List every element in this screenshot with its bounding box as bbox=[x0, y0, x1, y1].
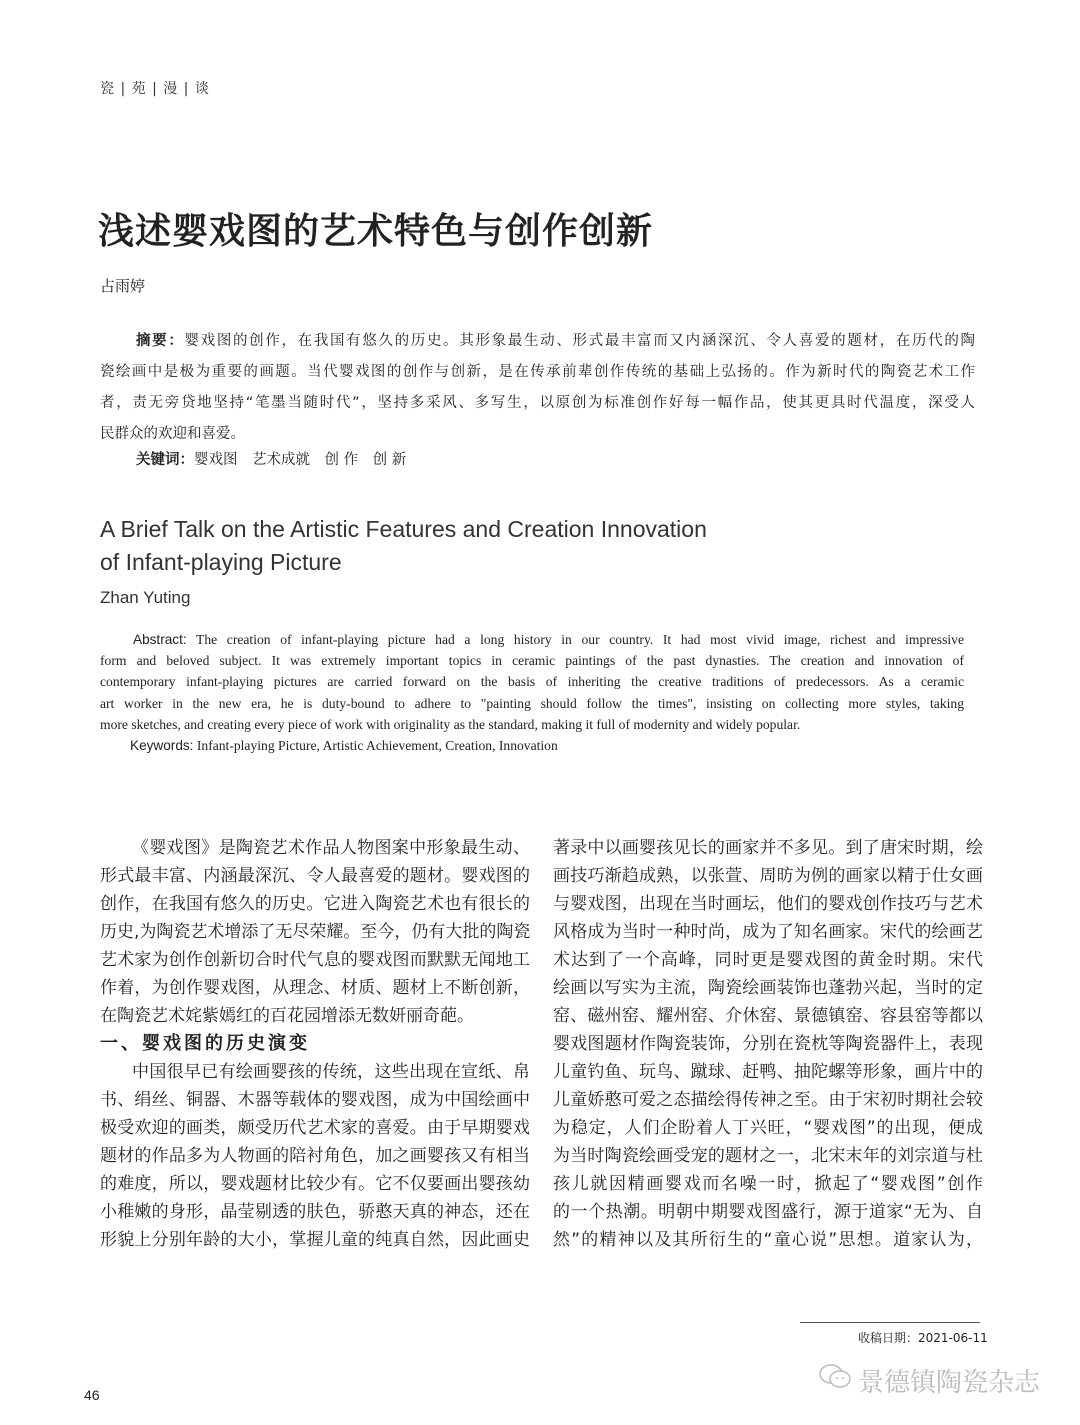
article-title-cn: 浅述婴戏图的艺术特色与创作创新 bbox=[98, 210, 654, 252]
body-line: 婴戏图题材作陶瓷装饰，分别在瓷枕等陶瓷器件上，表现 bbox=[553, 1034, 983, 1054]
abstract-en-line: art worker in the new era, he is duty-bound to adhere to "painting should follow the times", insisting on collecting more styles, taking bbox=[100, 695, 964, 711]
keywords-en-value: Infant-playing Picture, Artistic Achievement, Creation, Innovation bbox=[193, 737, 558, 753]
article-title-en bbox=[100, 513, 707, 579]
keywords-en-label: Keywords: bbox=[130, 737, 194, 753]
abstract-en-text: The creation of infant-playing picture had a long history in our country. It had most vivid image, richest and impressive bbox=[186, 632, 964, 647]
watermark-text: 景德镇陶瓷杂志 bbox=[858, 1368, 1041, 1398]
abstract-cn-label: 摘要： bbox=[136, 333, 185, 349]
body-line: 书、绢丝、铜器、木器等载体的婴戏图，成为中国绘画中 bbox=[100, 1090, 530, 1110]
keywords-cn bbox=[136, 448, 406, 469]
author-en: Zhan Yuting bbox=[100, 588, 191, 607]
body-line: 形貌上分别年龄的大小，掌握儿童的纯真自然，因此画史 bbox=[100, 1230, 530, 1250]
body-line: 的一个热潮。明朝中期婴戏图盛行，源于道家“无为、自 bbox=[553, 1202, 983, 1222]
body-line: 为当时陶瓷绘画受宠的题材之一，北宋末年的刘宗道与杜 bbox=[553, 1146, 983, 1166]
abstract-cn-line bbox=[100, 326, 975, 357]
keywords-cn-value: 婴戏图 艺术成就 创 作 创 新 bbox=[194, 452, 407, 468]
abstract-cn-line: 瓷绘画中是极为重要的画题。当代婴戏图的创作与创新，是在传承前辈创作传统的基础上弘扬的。作为新时代的陶瓷艺术工作 bbox=[100, 364, 975, 380]
body-line: 绘画以写实为主流，陶瓷绘画装饰也蓬勃兴起，当时的定 bbox=[553, 978, 983, 998]
body-line: 为稳定，人们企盼着人丁兴旺，“婴戏图”的出现，便成 bbox=[553, 1118, 983, 1138]
author-cn: 占雨婷 bbox=[100, 277, 146, 295]
watermark bbox=[818, 1362, 1040, 1399]
body-line: 形式最丰富、内涵最深沉、令人最喜爱的题材。婴戏图的 bbox=[100, 866, 530, 886]
body-line: 窑、磁州窑、耀州窑、介休窑、景德镇窑、容县窑等都以 bbox=[553, 1006, 983, 1026]
body-line: 创作，在我国有悠久的历史。它进入陶瓷艺术也有很长的 bbox=[100, 894, 530, 914]
body-line: 孩儿就因精画婴戏而名噪一时，掀起了“婴戏图”创作 bbox=[553, 1174, 983, 1194]
abstract-en-line: form and beloved subject. It was extremely important topics in ceramic paintings of the past dynasties. The creation and innovation of bbox=[100, 653, 964, 669]
body-line: 中国很早已有绘画婴孩的传统，这些出现在宣纸、帛 bbox=[132, 1062, 530, 1082]
keywords-cn-label: 关键词： bbox=[136, 452, 194, 468]
page-number: 46 bbox=[84, 1387, 100, 1403]
body-line: 小稚嫩的身形，晶莹剔透的肤色，骄憨天真的神态，还在 bbox=[100, 1202, 530, 1222]
abstract-cn-line: 者，责无旁贷地坚持“笔墨当随时代”，坚持多采风、多写生，以原创为标准创作好每一幅作品，使其更具时代温度，深受人 bbox=[100, 395, 975, 411]
body-line: 儿童钓鱼、玩鸟、蹴球、赶鸭、抽陀螺等形象，画片中的 bbox=[553, 1062, 983, 1082]
title-en-line: A Brief Talk on the Artistic Features and Creation Innovation bbox=[100, 516, 707, 542]
body-line: 儿童娇憨可爱之态描绘得传神之至。由于宋初时期社会较 bbox=[553, 1090, 983, 1110]
body-line: 作着，为创作婴戏图，从理念、材质、题材上不断创新， bbox=[100, 978, 530, 998]
body-line: 画技巧渐趋成熟，以张萱、周昉为例的画家以精于仕女画 bbox=[553, 866, 983, 886]
body-line: 艺术家为创作创新切合时代气息的婴戏图而默默无闻地工 bbox=[100, 950, 530, 970]
abstract-en-label: Abstract: bbox=[133, 632, 187, 647]
abstract-cn-line: 民群众的欢迎和喜爱。 bbox=[100, 426, 245, 442]
received-date: 收稿日期：2021-06-11 bbox=[858, 1331, 988, 1345]
abstract-en bbox=[100, 629, 964, 756]
body-column-right bbox=[553, 834, 983, 1254]
body-line: 的难度，所以，婴戏题材比较少有。它不仅要画出婴孩幼 bbox=[100, 1174, 530, 1194]
abstract-cn-text: 婴戏图的创作，在我国有悠久的历史。其形象最生动、形式最丰富而又内涵深沉、令人喜爱的题材，在历代的陶 bbox=[184, 333, 975, 349]
keywords-en bbox=[100, 735, 964, 756]
body-line: 题材的作品多为人物画的陪衬角色，加之画婴孩又有相当 bbox=[100, 1146, 530, 1166]
body-line: 与婴戏图，出现在当时画坛，他们的婴戏创作技巧与艺术 bbox=[553, 894, 983, 914]
footnote-rule bbox=[800, 1322, 980, 1323]
title-en-line: of Infant-playing Picture bbox=[100, 549, 342, 575]
section-heading: 一、婴戏图的历史演变 bbox=[100, 1033, 310, 1054]
body-line: 著录中以画婴孩见长的画家并不多见。到了唐宋时期，绘 bbox=[553, 838, 983, 858]
body-line: 历史,为陶瓷艺术增添了无尽荣耀。至今，仍有大批的陶瓷 bbox=[100, 922, 531, 942]
body-column-left bbox=[100, 834, 530, 1254]
abstract-en-line bbox=[100, 629, 964, 650]
body-line: 风格成为当时一种时尚，成为了知名画家。宋代的绘画艺 bbox=[553, 922, 983, 942]
body-line: 极受欢迎的画类，颇受历代艺术家的喜爱。由于早期婴戏 bbox=[100, 1118, 530, 1138]
body-line: 术达到了一个高峰，同时更是婴戏图的黄金时期。宋代 bbox=[553, 950, 983, 970]
abstract-cn bbox=[100, 326, 975, 450]
abstract-en-line: contemporary infant-playing pictures are carried forward on the basis of inheriting the creative traditions of predecessors. As a ceramic bbox=[100, 674, 964, 690]
body-line: 在陶瓷艺术姹紫嫣红的百花园增添无数妍丽奇葩。 bbox=[100, 1006, 474, 1026]
wechat-icon bbox=[818, 1363, 852, 1398]
abstract-en-line: more sketches, and creating every piece of work with originality as the standard, making it full of modernity and widely popular. bbox=[100, 716, 801, 732]
body-line: 然”的精神以及其所衍生的“童心说”思想。道家认为， bbox=[553, 1230, 983, 1250]
section-tag: 瓷 | 苑 | 漫 | 谈 bbox=[100, 81, 210, 97]
body-line: 《婴戏图》是陶瓷艺术作品人物图案中形象最生动、 bbox=[132, 838, 530, 858]
